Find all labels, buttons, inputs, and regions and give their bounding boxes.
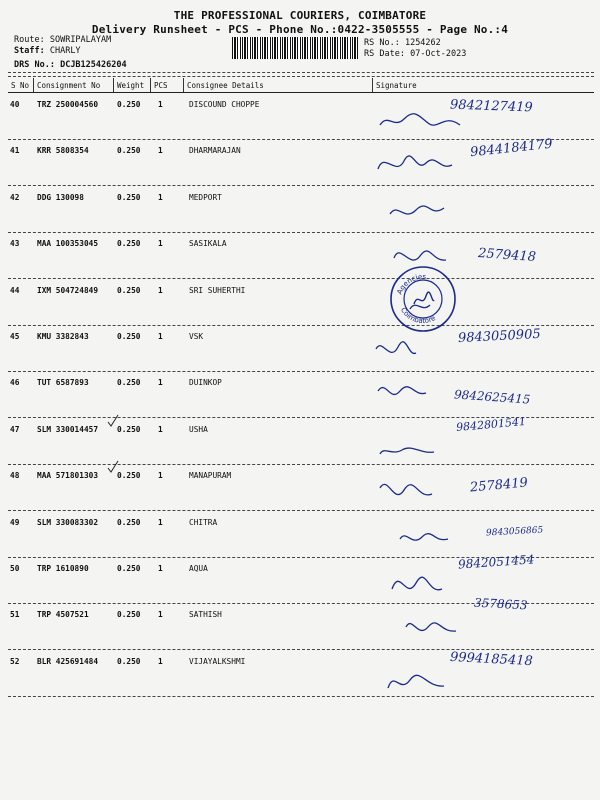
stamp-text-top: Agencies [395,272,427,296]
handwritten-signature [370,188,595,234]
check-mark-icon [106,460,120,474]
handwritten-phone: 9843056865 [485,525,544,539]
weight-value: 0.250 [117,656,141,666]
rs-date-value: 07-Oct-2023 [410,49,467,59]
weight-value: 0.250 [117,378,141,388]
row-divider [8,185,594,186]
row-divider [8,371,594,372]
consignee-name: MEDPORT [189,192,222,202]
stamp-text-bottom: Coimbatore [398,306,437,326]
handwritten-phone: 9994185418 [449,649,534,669]
consignee-name: SATHISH [189,610,222,620]
header-rule-top [8,72,594,73]
consignee-name: USHA [189,424,208,434]
handwritten-phone: 2579418 [477,246,537,266]
rs-no-value: 1254262 [404,38,441,48]
drs-value: DCJB125426204 [60,60,127,70]
handwritten-phone: 9842127419 [449,97,533,116]
rs-no-field [364,38,441,48]
row-divider [8,139,594,140]
route-label: Route: [14,35,45,45]
pcs-value: 1 [158,146,163,156]
table-row [0,327,600,373]
table-row [0,649,600,698]
drs-field [14,60,127,70]
consignee-name: DUINKOP [189,378,222,388]
handwritten-phone: 9844184179 [469,137,554,161]
pcs-value: 1 [158,471,163,481]
route-field [14,35,111,45]
col-pcs: PCS [154,81,168,90]
header-rule-bottom [8,92,594,93]
weight-value: 0.250 [117,332,141,341]
handwritten-signature [370,513,595,559]
staff-value: CHARLY [49,46,81,56]
barcode [232,37,358,59]
staff-field [14,46,81,56]
handwritten-phone: 9842051454 [457,552,535,572]
weight-value: 0.250 [117,146,141,156]
handwritten-phone: 9842625415 [453,387,531,408]
consignment-no: SLM 330014457 [37,424,99,434]
handwritten-phone: 2578419 [469,475,529,496]
col-sno: S No [11,81,30,90]
row-sno: 40 [10,100,20,109]
consignment-no: BLR 425691484 [37,656,99,666]
col-consignment: Consignment No [37,81,101,90]
weight-value: 0.250 [117,285,141,295]
weight-value: 0.250 [117,239,141,249]
row-sno: 42 [10,192,20,202]
table-row [0,137,600,187]
row-divider [8,696,594,697]
pcs-value: 1 [158,378,163,388]
weight-value: 0.250 [117,192,141,202]
rs-date-label: RS Date: [364,49,405,59]
agency-stamp [388,264,458,334]
consignee-name: CHITRA [189,517,218,527]
weight-value: 0.250 [117,424,141,434]
col-divider [150,78,151,92]
row-sno: 45 [10,332,20,341]
consignment-no: MAA 571801303 [37,471,99,481]
consignee-name: VSK [189,332,204,341]
consignment-no: SLM 330083302 [37,517,99,527]
svg-text:Coimbatore [399,306,437,325]
consignee-name: SASIKALA [189,239,227,249]
row-sno: 51 [10,610,20,620]
row-sno: 44 [10,285,20,295]
col-divider [372,78,373,92]
handwritten-signature [370,605,595,651]
pcs-value: 1 [158,285,163,295]
row-divider [8,510,594,511]
pcs-value: 1 [158,656,163,666]
row-sno: 48 [10,471,20,481]
row-sno: 46 [10,378,20,388]
consignee-name: SRI SUHERTHI [189,285,246,295]
consignee-name: AQUA [189,564,208,573]
rs-date-field [364,49,466,59]
pcs-value: 1 [158,239,163,249]
drs-label: DRS No.: [14,60,55,70]
header-rule-top-2 [8,76,594,77]
weight-value: 0.250 [117,564,141,573]
pcs-value: 1 [158,610,163,620]
weight-value: 0.250 [117,610,141,620]
table-row [0,596,600,651]
weight-value: 0.250 [117,517,141,527]
company-title: THE PROFESSIONAL COURIERS, COIMBATORE [173,9,427,22]
consignment-no: IXM 504724849 [37,285,99,295]
table-row [0,373,600,419]
pcs-value: 1 [158,424,163,434]
consignment-no: KMU 3382843 [37,332,89,341]
consignee-name: MANAPURAM [189,471,232,481]
row-divider [8,464,594,465]
rs-no-label: RS No.: [364,38,400,48]
table-row [0,466,600,512]
consignee-name: VIJAYALKSHMI [189,656,246,666]
weight-value: 0.250 [117,471,141,481]
col-consignee: Consignee Details [187,81,264,90]
row-divider [8,649,594,650]
consignment-no: DDG 130098 [37,192,84,202]
consignment-no: TRZ 250004560 [37,100,99,109]
handwritten-phone: 9843050905 [457,326,542,347]
route-value: SOWRIPALAYAM [49,35,112,45]
consignment-no: TUT 6587893 [37,378,89,388]
consignment-no: TRP 4507521 [37,610,89,620]
pcs-value: 1 [158,100,163,109]
pcs-value: 1 [158,332,163,341]
handwritten-phone: 9842801541 [455,414,527,434]
table-row [0,188,600,234]
consignee-name: DHARMARAJAN [189,146,241,156]
check-mark-icon [106,414,120,428]
consignment-no: MAA 100353045 [37,239,99,249]
col-signature: Signature [376,81,417,90]
row-sno: 49 [10,517,20,527]
table-row [0,281,600,327]
row-divider [8,278,594,279]
table-row [0,95,600,141]
table-row [0,234,600,280]
pcs-value: 1 [158,517,163,527]
staff-label: Staff: [14,46,45,56]
row-sno: 52 [10,656,20,666]
consignment-no: TRP 1610890 [37,564,89,573]
col-divider [113,78,114,92]
row-sno: 47 [10,424,20,434]
col-weight: Weight [117,81,145,90]
runsheet-title: Delivery Runsheet - PCS - Phone No.:0422-3505555 - Page No.:4 [91,23,509,36]
row-sno: 43 [10,239,20,249]
row-sno: 41 [10,146,20,156]
col-divider [33,78,34,92]
table-row [0,414,600,466]
pcs-value: 1 [158,564,163,573]
consignee-name: DISCOUND CHOPPE [189,100,260,109]
pcs-value: 1 [158,192,163,202]
consignment-no: KRR 5808354 [37,146,89,156]
handwritten-phone: 3578653 [473,596,528,613]
row-sno: 50 [10,564,20,573]
weight-value: 0.250 [117,100,141,109]
col-divider [183,78,184,92]
table-row [0,513,600,559]
row-divider [8,325,594,326]
row-divider [8,232,594,233]
